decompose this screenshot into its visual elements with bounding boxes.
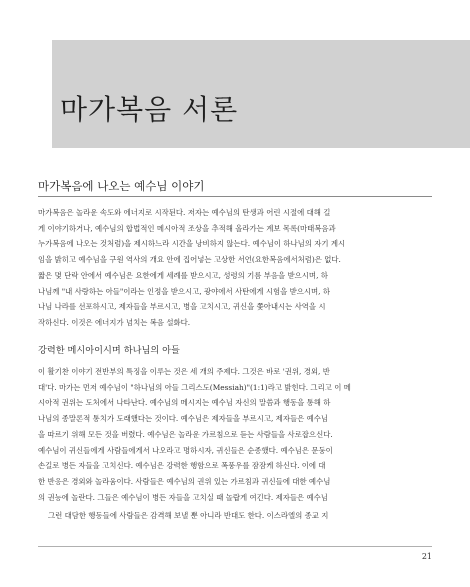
section-heading: 마가복음에 나오는 예수님 이야기 [38,179,205,193]
section-divider [38,196,432,197]
subsection-heading: 강력한 메시아이시며 하나님의 아들 [38,345,180,356]
body-paragraph-1: 마가복음은 놀라운 속도와 에너지로 시작된다. 저자는 예수님의 탄생과 어린 시절에 대해 길 게 이야기하거나, 예수님의 합법적인 메시아적 조상을 추적해 올라가는 계보 목록(마태복음과 누가복음에 나오는 것처럼)을 제시하느라 시간을 낭비하지 않는다. 예수님이 하나님의 자기 계시 임을 밝히고 예수님을 구원 역사의 개요 안에 집어넣는 고상한 서언(요한복음에서처럼)은 없다. 짧은 몇 단락 안에서 예수님은 요한에게 세례를 받으시고, 성령의 기름 부음을 받으시며, 하 나님께 "내 사랑하는 아들"이라는 인정을 받으시고, 광야에서 사탄에게 시험을 받으시며, 하 나님 나라를 선포하시고, 제자들을 부르시고, 병을 고치시고, 귀신을 쫓아내시는 사역을 시 작하신다. 이것은 에너지가 넘치는 복음 설화다. [38,208,346,327]
page-number: 21 [421,552,432,561]
body-paragraph-2: 이 활기찬 이야기 전반부의 특징을 이루는 것은 세 개의 주제다. 그것은 바로 '권위, 경외, 반 대'다. 마가는 먼저 예수님이 "하나님의 아들 그리스도(Messiah)"(1:1)라고 밝힌다. 그리고 이 메 시아적 권위는 도처에서 나타난다. 예수님의 메시지는 예수님 자신의 말씀과 행동을 통해 하 나님의 종말론적 통치가 도래했다는 것이다. 예수님은 제자들을 부르시고, 제자들은 예수님 을 따르기 위해 모든 것을 버렸다. 예수님은 놀라운 가르침으로 듣는 사람들을 사로잡으신다. 예수님이 귀신들에게 사람들에게서 나오라고 명하시자, 귀신들은 순종했다. 예수님은 문둥이 손길로 병든 자들을 고치신다. 예수님은 강력한 행함으로 폭풍우를 잠잠케 하신다. 이에 대 한 반응은 경외와 놀라움이다. 사람들은 예수님의 권위 있는 가르침과 귀신들에 대한 예수님 의 권능에 놀란다. 그들은 예수님이 병든 자들을 고치실 때 놀랍게 여긴다. 제자들은 예수님 [38,367,351,502]
chapter-header-band [52,40,470,148]
body-paragraph-3: 그런 대담한 행동들에 사람들은 감격해 보낼 뿐 아니라 반대도 한다. 이스라엘의 종교 지 [48,511,329,520]
footer-divider [38,546,432,547]
chapter-title: 마가복음 서론 [60,93,239,126]
